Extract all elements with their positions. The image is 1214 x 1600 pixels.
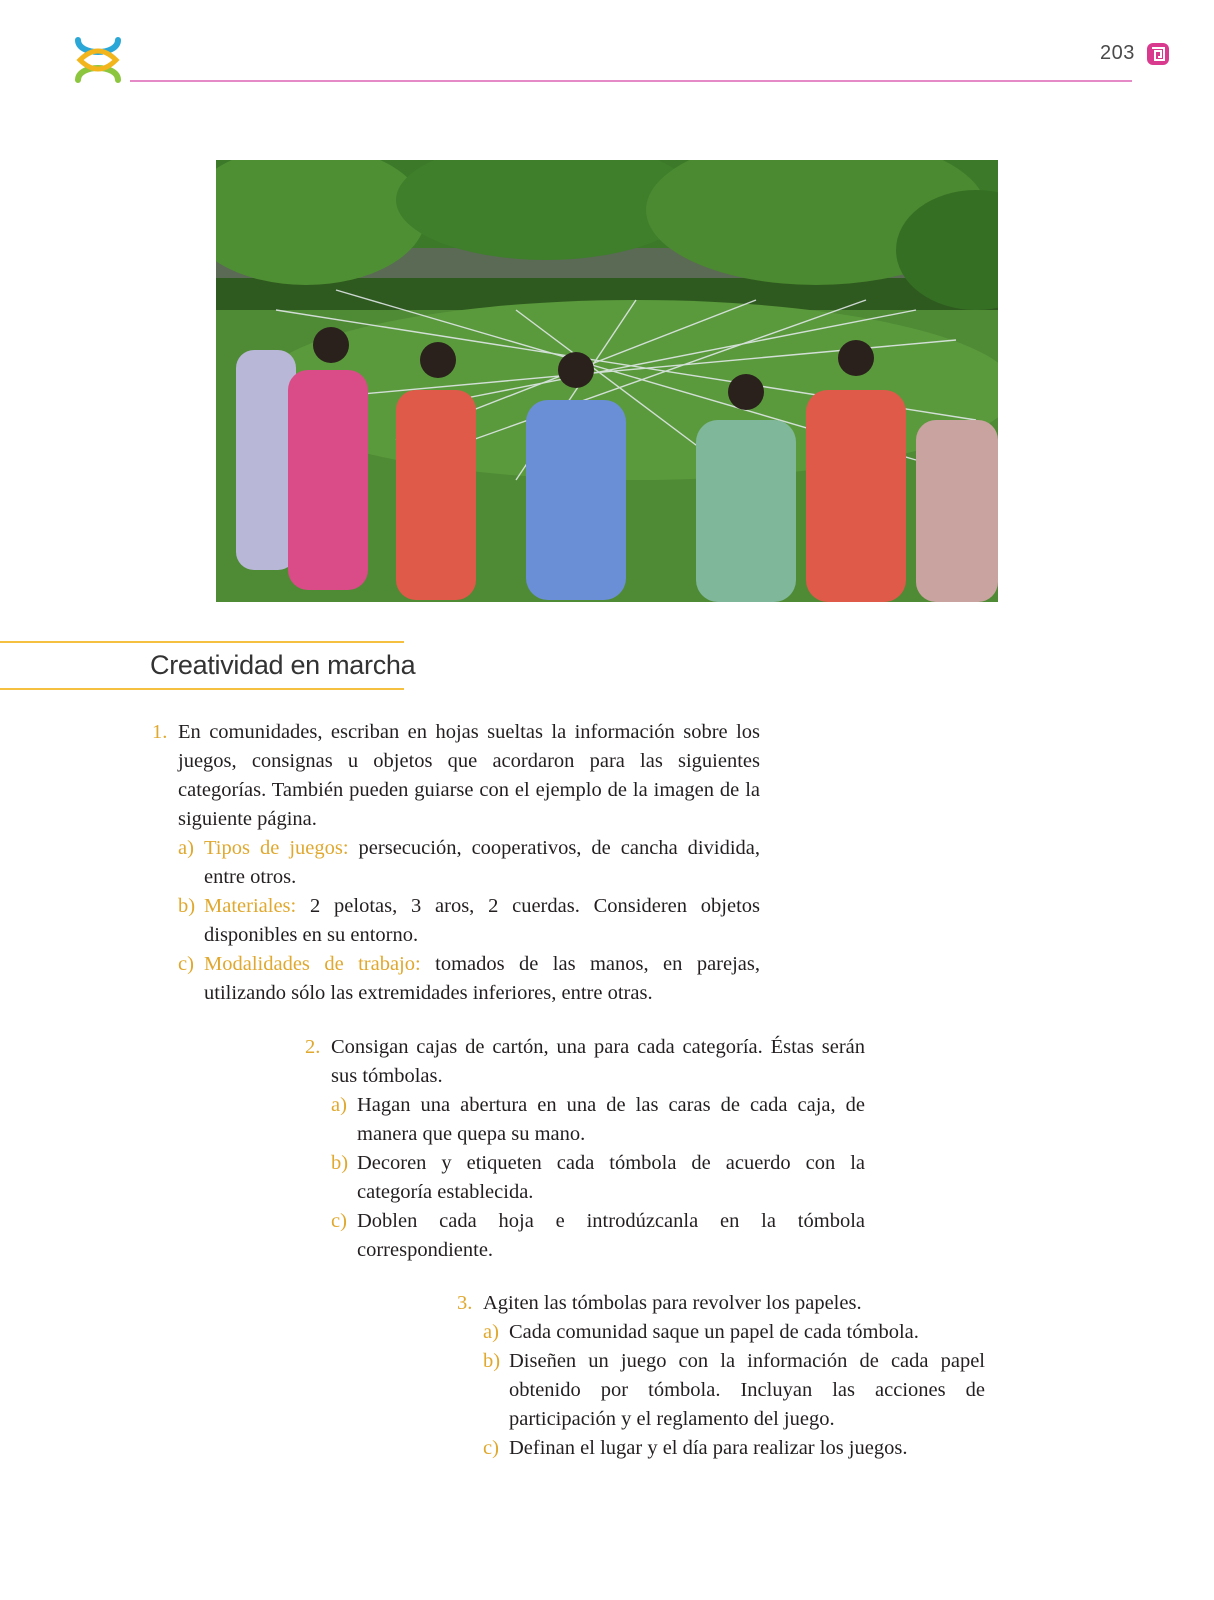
item-label: Materiales: [204,895,297,917]
activity-2-item-a [331,1091,865,1149]
logo-icon [72,34,124,86]
item-text: Doblen cada hoja e introdúzcanla en la tómbola correspondiente. [357,1210,865,1261]
item-letter: c) [178,953,194,975]
activity-2-text: Consigan cajas de cartón, una para cada categoría. Éstas serán sus tómbolas. [331,1036,865,1087]
activity-3-item-b [483,1347,985,1434]
item-letter: a) [483,1321,499,1343]
section-rule-bottom [0,688,404,690]
activity-3-item-a [483,1318,985,1347]
item-letter: b) [483,1350,501,1372]
page-number: 203 [1100,42,1135,64]
item-text: 2 pelotas, 3 aros, 2 cuerdas. Consideren objetos disponibles en su entorno. [204,895,760,946]
activity-3-intro [457,1289,985,1318]
section-rule-top [0,641,404,643]
item-text: Definan el lugar y el día para realizar los juegos. [509,1437,908,1459]
item-label: Modalidades de trabajo: [204,953,421,975]
decorative-glyph-icon [1144,40,1172,68]
activity-2 [305,1033,865,1265]
activity-3-item-c [483,1434,985,1463]
item-text: Diseñen un juego con la información de cada papel obtenido por tómbola. Incluyan las acciones de participación y el reglamento del juego. [509,1350,985,1430]
community-game-photo [216,160,998,602]
header-rule [130,80,1132,82]
activity-2-intro [305,1033,865,1091]
item-letter: b) [331,1152,349,1174]
item-letter: c) [331,1210,347,1232]
item-letter: c) [483,1437,499,1459]
activity-1-number: 1. [152,721,168,743]
activity-2-number: 2. [305,1036,321,1058]
activity-3-text: Agiten las tómbolas para revolver los papeles. [483,1292,862,1314]
item-letter: b) [178,895,196,917]
activity-3-number: 3. [457,1292,473,1314]
item-letter: a) [178,837,194,859]
item-text: Decoren y etiqueten cada tómbola de acuerdo con la categoría establecida. [357,1152,865,1203]
activity-3 [457,1289,985,1463]
item-text: Cada comunidad saque un papel de cada tómbola. [509,1321,919,1343]
item-text: tomados de las manos, en parejas, utilizando sólo las extremidades inferiores, entre otras. [204,953,760,1004]
item-text: Hagan una abertura en una de las caras de cada caja, de manera que quepa su mano. [357,1094,865,1145]
item-label: Tipos de juegos: [204,837,349,859]
activity-2-item-c [331,1207,865,1265]
activity-2-item-b [331,1149,865,1207]
activity-1-item-c [178,950,760,1008]
item-text: persecución, cooperativos, de cancha dividida, entre otros. [204,837,760,888]
section-title: Creatividad en marcha [150,650,416,680]
activity-1 [152,718,760,1008]
activity-1-item-b [178,892,760,950]
item-letter: a) [331,1094,347,1116]
activity-1-intro [152,718,760,834]
activity-1-text: En comunidades, escriban en hojas sueltas la información sobre los juegos, consignas u objetos que acordaron para las siguientes categorías. También pueden guiarse con el ejemplo de la imagen de la siguiente página. [178,721,760,830]
activity-1-item-a [178,834,760,892]
